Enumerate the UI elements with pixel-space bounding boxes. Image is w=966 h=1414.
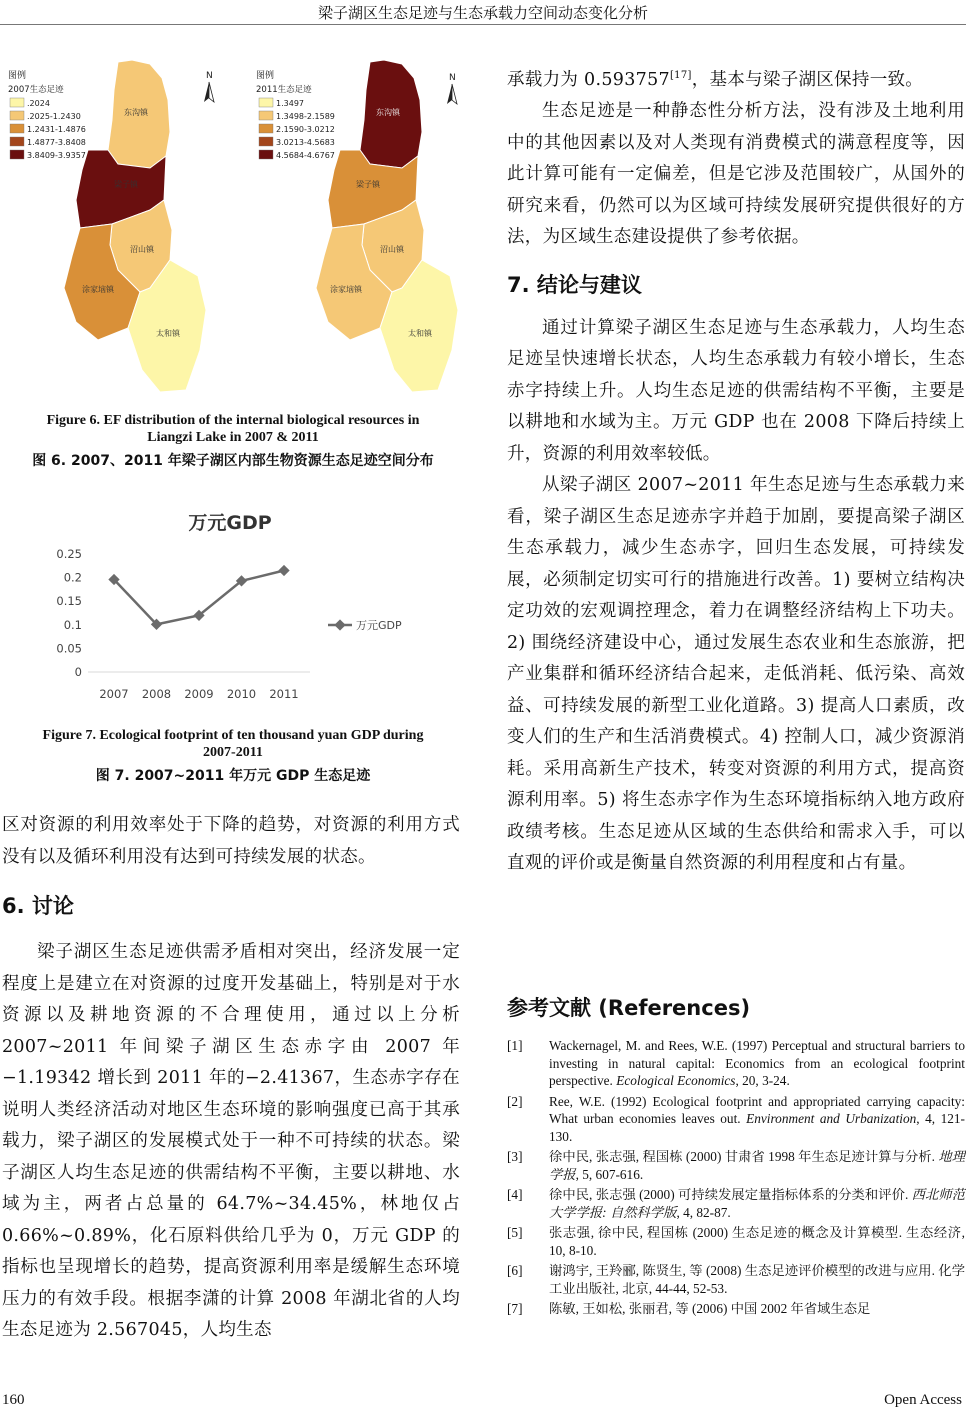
- legend-class-label: 1.3497: [276, 99, 304, 108]
- legend-class-label: 4.5684-4.6767: [276, 151, 335, 160]
- map-2007: [8, 60, 214, 392]
- line-chart: [40, 508, 412, 700]
- figure-6-caption-en: [0, 412, 466, 446]
- legend-class-label: 3.8409-3.9357: [27, 151, 86, 160]
- citation-ref: [17]: [669, 70, 692, 81]
- legend-class-label: 1.2431-1.4876: [27, 125, 86, 134]
- legend-year: 2007生态足迹: [8, 85, 64, 95]
- data-point: [278, 565, 289, 576]
- legend-swatch: [10, 111, 24, 120]
- north-label: N: [206, 71, 213, 81]
- town-label: 太和镇: [408, 329, 432, 338]
- reference-item: [5] 张志强, 徐中民, 程国栋 (2000) 生态足迹的概念及计算模型. 生态经济, 10, 8-10.: [507, 1225, 965, 1258]
- references-heading: 参考文献 (References): [507, 996, 751, 1020]
- reference-item: [4] 徐中民, 张志强 (2000) 可持续发展定量指标体系的分类和评价. 西北师范大学学报: 自然科学版, 4, 82-87.: [507, 1187, 966, 1220]
- caption-line: 2007-2011: [203, 745, 263, 760]
- caption-line: Liangzi Lake in 2007 & 2011: [147, 430, 319, 445]
- figure-7-caption-en: [0, 727, 466, 761]
- right-column: [507, 60, 965, 880]
- left-column: [2, 810, 460, 1347]
- footer-open-access: Open Access: [884, 1392, 962, 1408]
- x-tick-label: 2010: [226, 687, 257, 700]
- legend-class-label: .2025-1.2430: [27, 112, 81, 121]
- legend-swatch: [259, 137, 273, 146]
- legend-title: 图例: [8, 71, 27, 81]
- y-tick-label: 0.15: [56, 594, 82, 609]
- legend-label: 万元GDP: [356, 619, 402, 632]
- reference-item: [7] 陈敏, 王如松, 张丽君, 等 (2006) 中国 2002 年省域生态足: [507, 1301, 871, 1316]
- paragraph: [507, 60, 965, 96]
- figure-6-caption-zh: 图 6. 2007、2011 年梁子湖区内部生物资源生态足迹空间分布: [32, 453, 434, 469]
- paragraph: 区对资源的利用效率处于下降的趋势，对资源的利用方式没有以及循环利用没有达到可持续发展的状态。: [2, 815, 460, 867]
- page-number: 160: [2, 1392, 25, 1408]
- north-arrow-icon: [447, 84, 452, 104]
- reference-item: [6] 谢鸿宇, 王羚郦, 陈贤生, 等 (2008) 生态足迹评价模型的改进与应用. 化学工业出版社, 北京, 44-44, 52-53.: [507, 1263, 965, 1296]
- legend-swatch: [10, 98, 24, 107]
- legend-class-label: 1.4877-3.8408: [27, 138, 86, 147]
- legend-title: 图例: [256, 71, 275, 81]
- caption-line: Figure 7. Ecological footprint of ten thousand yuan GDP during: [42, 728, 424, 743]
- town-label: 沼山镇: [130, 245, 154, 254]
- y-tick-label: 0.25: [56, 547, 82, 561]
- north-arrow-icon: [204, 82, 209, 102]
- town-label: 涂家垴镇: [82, 285, 114, 294]
- section-heading-6: 6. 讨论: [2, 894, 74, 918]
- running-header: 梁子湖区生态足迹与生态承载力空间动态变化分析: [317, 4, 648, 22]
- town-label: 涂家垴镇: [330, 285, 362, 294]
- legend-swatch: [259, 150, 273, 159]
- reference-list: [507, 1037, 965, 1321]
- legend-class-label: 3.0213-4.5683: [276, 138, 335, 147]
- paragraph: 通过计算梁子湖区生态足迹与生态承载力，人均生态足迹呈快速增长状态，人均生态承载力有较小增长，生态赤字持续上升。人均生态足迹的供需结构不平衡，主要是以耕地和水域为主。万元 GDP 也在 2008 下降后持续上升，资源的利用效率较低。: [507, 317, 965, 464]
- y-tick-label: 0: [74, 665, 82, 679]
- paragraph: 从梁子湖区 2007~2011 年生态足迹与生态承载力来看，梁子湖区生态足迹赤字并趋于加剧，要提高梁子湖区生态承载力，减少生态赤字，回归生态发展，可持续发展，必须制定切实可行的措施进行改善。1) 要树立结构决定功效的宏观调控理念，着力在调整经济结构上下功夫。2) 围绕经济建设中心，通过发展生态农业和生态旅游，把产业集群和循环经济结合起来，走低消耗、低污染、高效益、可持续发展的新型工业化道路。3) 提高人口素质，改变人们的生产和生活消费模式。4) 控制人口，减少资源消耗。采用高新生产技术，转变对资源的利用方式，提高资源利用率。5) 将生态赤字作为生态环境指标纳入地方政府政绩考核。生态足迹从区域的生态供给和需求入手，可以直观的评价或是衡量自然资源的利用程度和占有量。: [507, 475, 965, 874]
- y-tick-label: 0.05: [56, 641, 82, 656]
- town-label: 沼山镇: [380, 245, 404, 254]
- legend-swatch: [259, 124, 273, 133]
- legend-swatch: [259, 98, 273, 107]
- legend-year: 2011生态足迹: [256, 85, 312, 95]
- paragraph: 生态足迹是一种静态性分析方法，没有涉及土地利用中的其他因素以及对人类现有消费模式的满意程度等，因此计算可能有一定偏差，但是它涉及范围较广，从国外的研究来看，仍然可以为区域可持续发展研究提供很好的方法，为区域生态建设提供了参考依据。: [507, 101, 965, 248]
- town-label: 东沟镇: [376, 108, 400, 117]
- chart-title: 万元GDP: [188, 512, 272, 534]
- legend-swatch: [259, 111, 273, 120]
- legend-marker: [334, 619, 345, 630]
- town-label: 梁子镇: [356, 180, 380, 189]
- legend-class-label: 1.3498-2.1589: [276, 112, 335, 121]
- map-2011: [256, 60, 458, 392]
- figure-6-maps: [0, 60, 470, 400]
- town-label: 太和镇: [156, 329, 180, 338]
- section-heading-7: 7. 结论与建议: [507, 272, 642, 297]
- x-tick-label: 2009: [184, 687, 214, 700]
- town-label: 梁子镇: [114, 180, 138, 189]
- x-tick-label: 2008: [141, 687, 172, 700]
- reference-item: [2] Ree, W.E. (1992) Ecological footprint and appropriated carrying capacity: What urban economies leaves out. Environment and Urbanization, 4, 121-130.: [507, 1093, 965, 1144]
- reference-item: [3] 徐中民, 张志强, 程国栋 (2000) 甘肃省 1998 年生态足迹计算与分析. 地理学报, 5, 607-616.: [507, 1149, 965, 1182]
- y-tick-label: 0.2: [63, 570, 82, 585]
- text-span: 承载力为 0.593757: [507, 69, 670, 90]
- caption-line: Figure 6. EF distribution of the internal biological resources in: [46, 413, 420, 428]
- north-label: N: [449, 73, 456, 83]
- figure-7-caption-zh: 图 7. 2007~2011 年万元 GDP 生态足迹: [95, 768, 371, 784]
- legend-class-label: 2.1590-3.0212: [276, 125, 335, 134]
- legend-swatch: [10, 137, 24, 146]
- town-label: 东沟镇: [124, 108, 148, 117]
- paragraph: 梁子湖区生态足迹供需矛盾相对突出，经济发展一定程度上是建立在对资源的过度开发基础上，特别是对于水资源以及耕地资源的不合理使用，通过以上分析 2007~2011 年间梁子湖区生态赤字由 2007 年−1.19342 增长到 2011 年的−2.41367，生态赤字存在说明人类经济活动对地区生态环境的影响强度已高于其承载力，梁子湖区的发展模式处于一种不可持续的状态。梁子湖区人均生态足迹的供需结构不平衡，主要以耕地、水域为主，两者占总量的 64.7%~34.45%，林地仅占 0.66%~0.89%，化石原料供给几乎为 0，万元 GDP 的指标也呈现增长的趋势，提高资源利用率是缓解生态环境压力的有效手段。根据李潇的计算 2008 年湖北省的人均生态足迹为 2.567045，人均生态: [2, 942, 460, 1340]
- text-span: ，基本与梁子湖区保持一致。: [691, 69, 924, 90]
- legend-class-label: .2024: [27, 99, 50, 108]
- header-rule: [0, 24, 966, 25]
- legend-swatch: [10, 124, 24, 133]
- y-tick-label: 0.1: [63, 617, 82, 632]
- figure-7-chart: [40, 508, 412, 700]
- legend-swatch: [10, 150, 24, 159]
- reference-item: [1] Wackernagel, M. and Rees, W.E. (1997) Perceptual and structural barriers to investing in natural capital: Economics from an ecological footprint perspective. Ecological Economics, 20, 3-24.: [507, 1038, 965, 1088]
- x-tick-label: 2011: [269, 687, 299, 700]
- x-tick-label: 2007: [99, 687, 129, 700]
